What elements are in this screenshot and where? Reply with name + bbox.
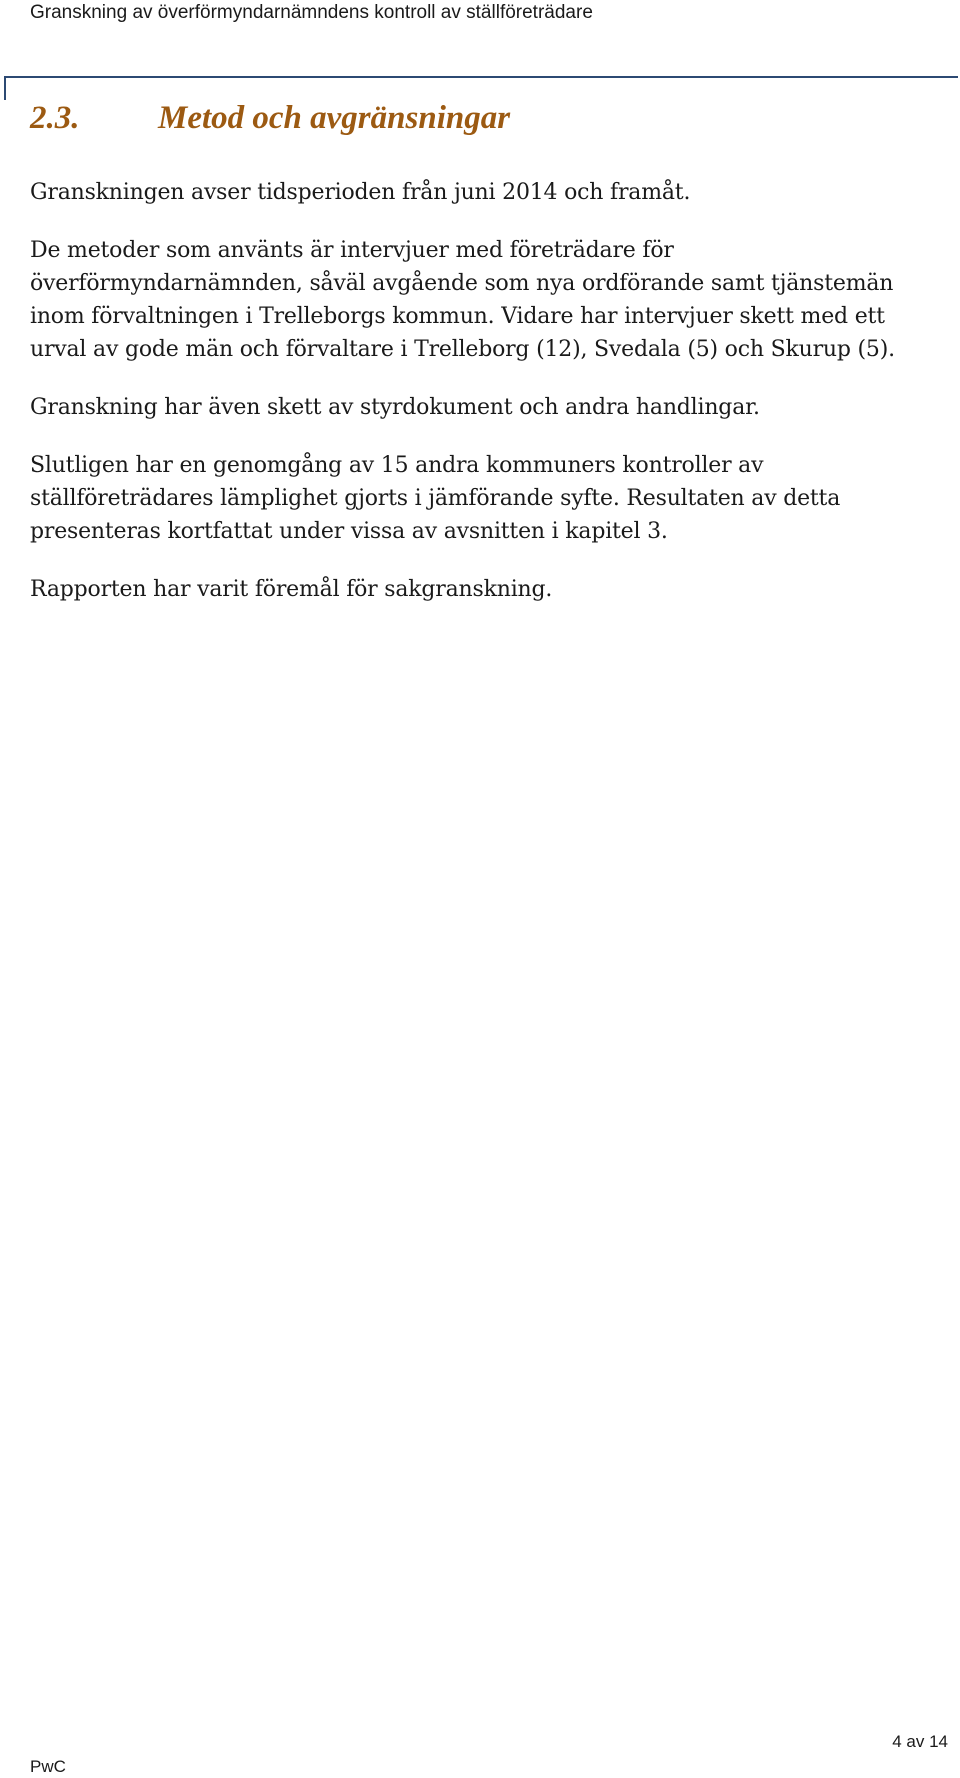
header-divider-tick [4,76,6,100]
section-heading [30,100,510,137]
paragraph-methods: De metoder som använts är intervjuer med företrädare för överförmyndarnämnden, såväl avgående som nya ordförande samt tjänstemän inom förvaltningen i Trelleborgs kommun. Vidare har intervjuer skett med ett urval av gode män och förvaltare i Trelleborg (12), Svedala (5) och Skurup (5). [30,238,895,362]
page-number: 4 av 14 [892,1732,948,1751]
paragraph-period: Granskningen avser tidsperioden från juni 2014 och framåt. [30,180,691,205]
paragraph-comparison: Slutligen har en genomgång av 15 andra kommuners kontroller av ställföreträdares lämplighet gjorts i jämförande syfte. Resultaten av detta presenteras kortfattat under vissa av avsnitten i kapitel 3. [30,453,841,544]
section-title: Metod och avgränsningar [158,100,511,136]
footer-brand: PwC [30,1757,66,1776]
section-number: 2.3. [30,100,80,136]
body-text [30,176,930,631]
running-header-title: Granskning av överförmyndarnämndens kontroll av ställföreträdare [30,2,593,23]
paragraph-review: Rapporten har varit föremål för sakgranskning. [30,577,553,602]
paragraph-documents: Granskning har även skett av styrdokument och andra handlingar. [30,395,760,420]
header-divider [4,76,958,78]
